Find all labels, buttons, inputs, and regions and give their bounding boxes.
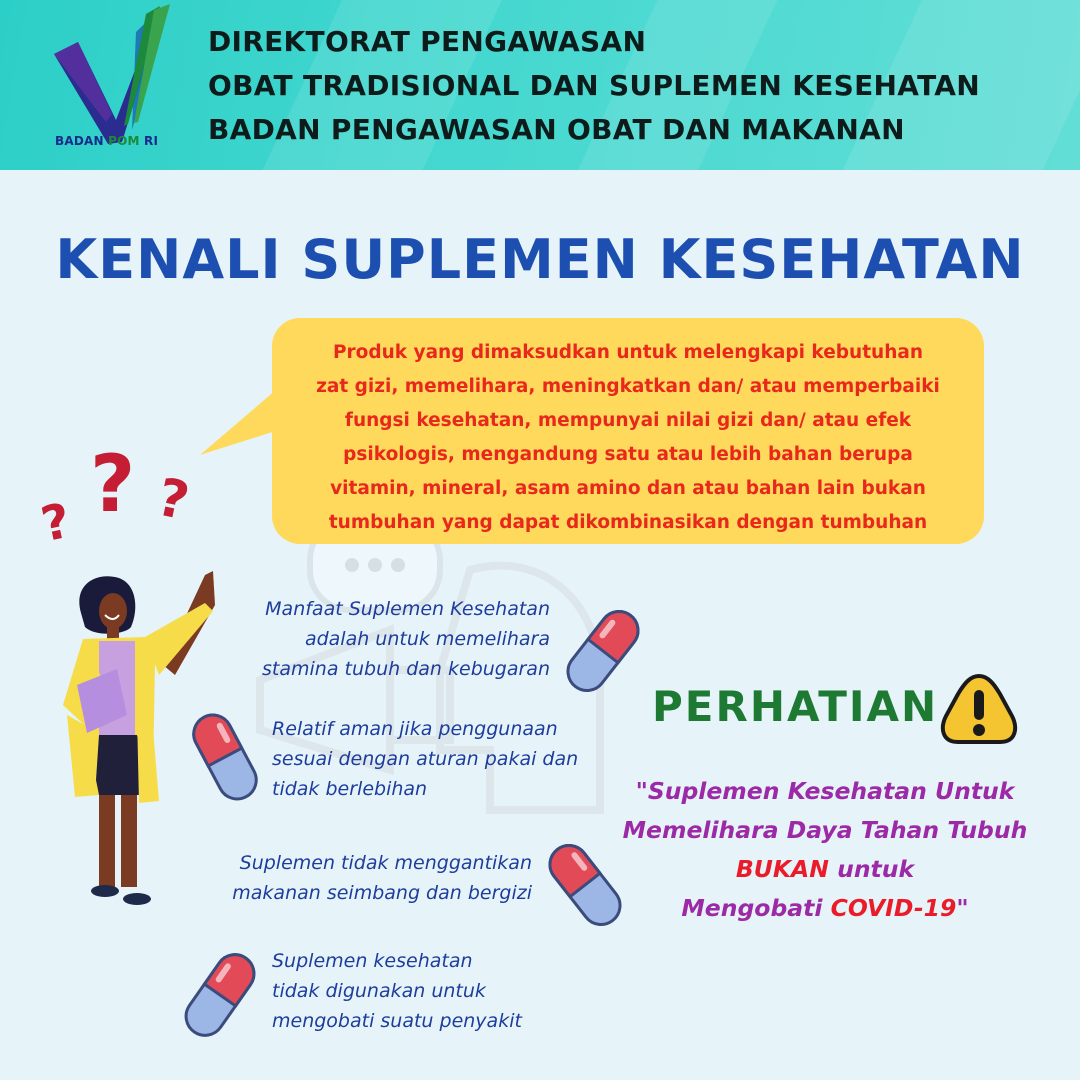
- question-mark-icon: ?: [36, 492, 76, 554]
- question-marks: [30, 440, 220, 570]
- definition-line: Produk yang dimaksudkan untuk melengkapi kebutuhan: [332, 342, 924, 363]
- definition-text: [285, 336, 971, 540]
- benefit-line: mengobati suatu penyakit: [272, 1010, 522, 1032]
- question-mark-icon: ?: [90, 440, 136, 530]
- logo-text: BADAN POM RI: [55, 134, 159, 148]
- page-title: KENALI SUPLEMEN KESEHATAN: [55, 228, 1025, 291]
- benefit-line: Suplemen tidak menggantikan: [239, 852, 532, 874]
- benefit-line: tidak berlebihan: [272, 778, 428, 800]
- benefit-line: stamina tubuh dan kebugaran: [262, 658, 550, 680]
- quote-line: Memelihara Daya Tahan Tubuh: [622, 816, 1028, 844]
- quote-highlight-bukan: BUKAN: [735, 855, 829, 883]
- warning-exclamation-icon: [938, 670, 1020, 748]
- definition-line: fungsi kesehatan, mempunyai nilai gizi dan/ atau efek: [344, 410, 912, 431]
- benefit-line: sesuai dengan aturan pakai dan: [272, 748, 579, 770]
- quote-line: "Suplemen Kesehatan Untuk: [635, 777, 1015, 805]
- question-mark-icon: ?: [152, 467, 195, 533]
- definition-line: vitamin, mineral, asam amino dan atau bahan lain bukan: [330, 478, 926, 499]
- benefit-2: [272, 714, 612, 804]
- definition-line: zat gizi, memelihara, meningkatkan dan/ atau memperbaiki: [316, 376, 940, 397]
- benefit-line: adalah untuk memelihara: [304, 628, 550, 650]
- benefit-line: tidak digunakan untuk: [272, 980, 486, 1002]
- benefit-4: [272, 946, 572, 1036]
- attention-quote: [610, 772, 1040, 928]
- capsule-pill-icon: [170, 702, 280, 812]
- header-banner: [0, 0, 1080, 170]
- quote-line: BUKAN untuk: [735, 855, 915, 883]
- benefit-3: [196, 848, 532, 908]
- benefit-1: [212, 594, 550, 684]
- quote-highlight-covid: COVID-19: [830, 894, 957, 922]
- capsule-pill-icon: [548, 596, 658, 706]
- attention-heading: PERHATIAN: [652, 682, 939, 731]
- benefit-line: Suplemen kesehatan: [272, 950, 473, 972]
- definition-line: psikologis, mengandung satu atau lebih bahan berupa: [343, 444, 913, 465]
- header-line-3: BADAN PENGAWASAN OBAT DAN MAKANAN: [208, 113, 905, 146]
- benefit-line: Relatif aman jika penggunaan: [272, 718, 558, 740]
- capsule-pill-icon: [165, 940, 275, 1050]
- header-title-block: [208, 20, 980, 152]
- benefit-line: makanan seimbang dan bergizi: [232, 882, 532, 904]
- quote-line: Mengobati COVID-19": [681, 894, 969, 922]
- definition-line: tumbuhan yang dapat dikombinasikan dengan tumbuhan: [328, 512, 928, 533]
- header-line-1: DIREKTORAT PENGAWASAN: [208, 25, 647, 58]
- benefit-line: Manfaat Suplemen Kesehatan: [265, 598, 550, 620]
- header-line-2: OBAT TRADISIONAL DAN SUPLEMEN KESEHATAN: [208, 69, 980, 102]
